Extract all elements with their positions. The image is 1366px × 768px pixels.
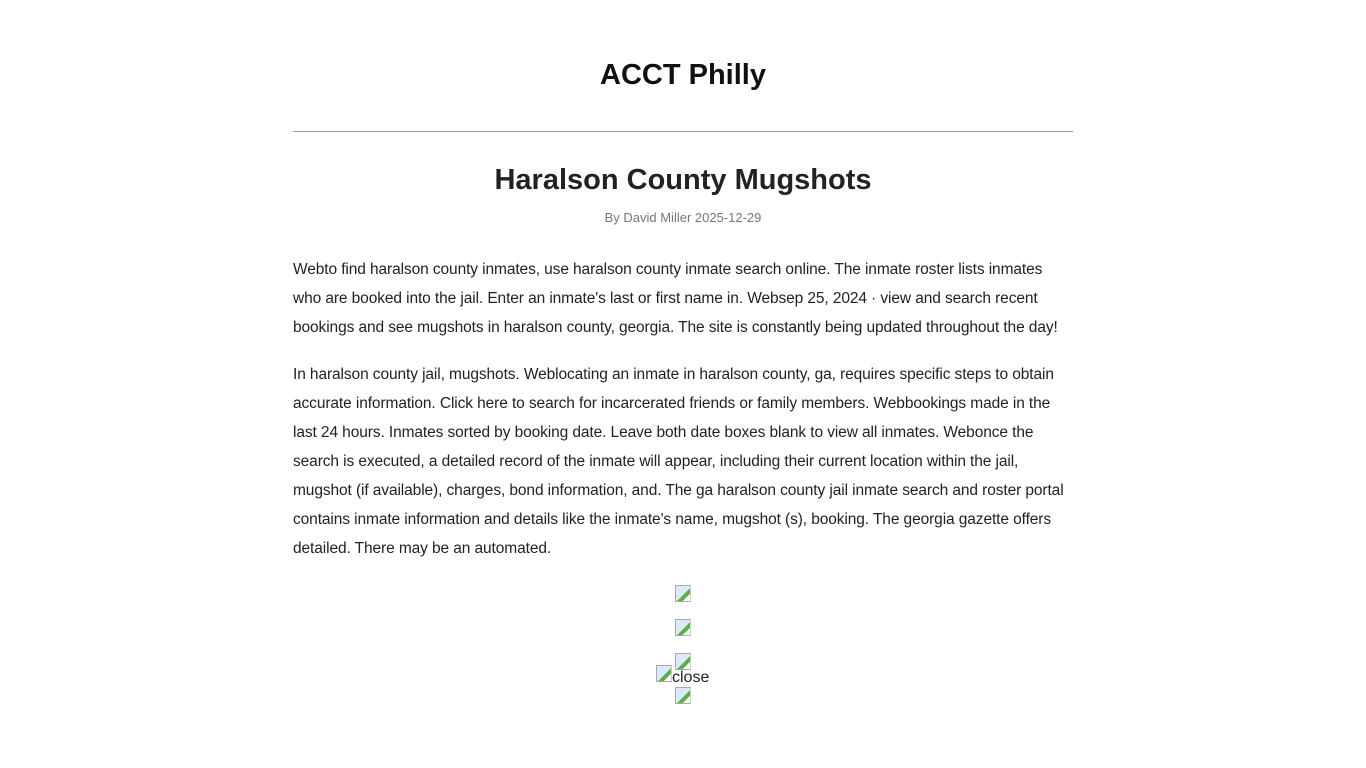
- article-paragraph: Webto find haralson county inmates, use haralson county inmate search online. The inmate roster lists inmates who are booked into the jail. Enter an inmate's last or first name in. Websep 25, 2024 · view and search recent bookings and see mugshots in haralson county, georgia. The site is constantly being updated throughout the day!: [293, 261, 1058, 336]
- article-title: Haralson County Mugshots: [494, 164, 872, 196]
- broken-image-icon: [675, 687, 691, 704]
- byline: By David Miller 2025-12-29: [604, 210, 762, 225]
- divider: [293, 131, 1073, 132]
- broken-image-icon: [675, 585, 691, 602]
- site-title[interactable]: ACCT Philly: [600, 59, 766, 91]
- image-gallery: [293, 585, 1073, 705]
- broken-image-icon: [675, 653, 691, 670]
- page: [293, 0, 1073, 705]
- close-button[interactable]: close: [672, 669, 710, 686]
- broken-image-icon: [656, 665, 672, 682]
- broken-image-icon: [675, 619, 691, 636]
- article-paragraph: In haralson county jail, mugshots. Weblocating an inmate in haralson county, ga, requires specific steps to obtain accurate information. Click here to search for incarcerated friends or family members. Webbookings made in the last 24 hours. Inmates sorted by booking date. Leave both date boxes blank to view all inmates. Webonce the search is executed, a detailed record of the inmate will appear, including their current location within the jail, mugshot (if available), charges, bond information, and. The ga haralson county jail inmate search and roster portal contains inmate information and details like the inmate's name, mugshot (s), booking. The georgia gazette offers detailed. There may be an automated.: [293, 366, 1064, 557]
